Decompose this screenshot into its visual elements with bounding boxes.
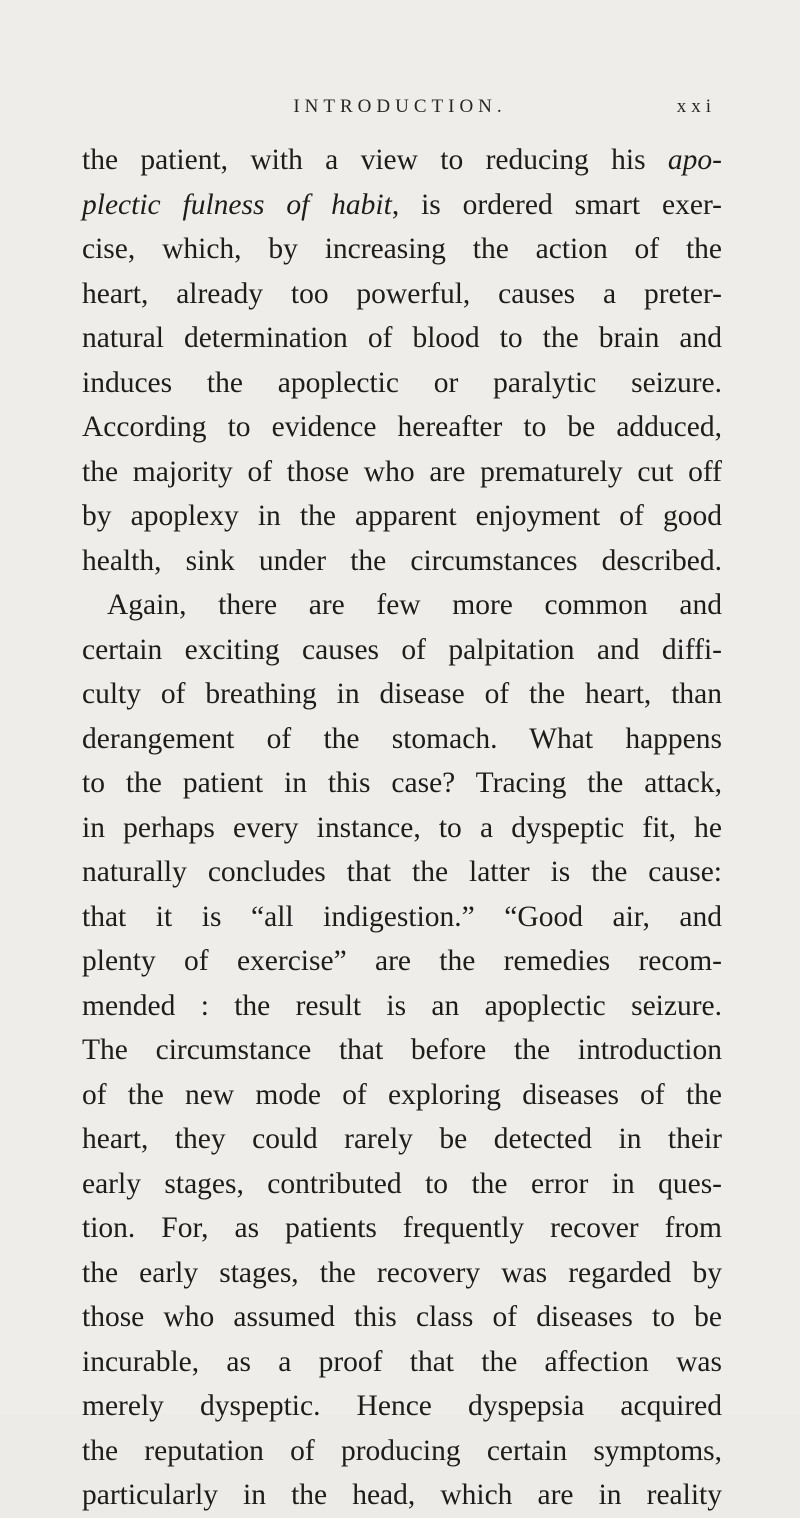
text-line: [82, 539, 722, 584]
text-line-content: by apoplexy in the apparent enjoyment of good: [82, 500, 722, 532]
text-line-content: natural determination of blood to the brain and: [82, 322, 722, 354]
text-line: [82, 939, 722, 984]
text-line: [82, 583, 722, 628]
text-line: [82, 628, 722, 673]
text-line: [82, 717, 722, 762]
running-head: [0, 96, 800, 126]
text-line: [82, 361, 722, 406]
text-line-content: in perhaps every instance, to a dyspeptic fit, he: [82, 811, 722, 844]
text-line-content: the majority of those who are prematurely cut off: [82, 455, 722, 488]
text-line: [82, 1473, 722, 1518]
text-line: [82, 672, 722, 717]
text-line-content: Again, there are few more common and: [107, 589, 722, 621]
running-head-title: INTRODUCTION.: [293, 96, 507, 117]
text-line-content: According to evidence hereafter to be adduced,: [82, 411, 722, 443]
text-line-content: heart, they could rarely be detected in their: [82, 1123, 722, 1155]
text-line-content: plenty of exercise” are the remedies recom-: [82, 945, 722, 977]
text-line: [82, 1429, 722, 1474]
text-line-content: tion. For, as patients frequently recover from: [82, 1212, 722, 1244]
text-line: [82, 405, 722, 450]
text-line-content: The circumstance that before the introduction: [82, 1034, 722, 1066]
text-line: [82, 1162, 722, 1207]
text-line: [82, 1340, 722, 1385]
text-line: [82, 1117, 722, 1162]
text-line-content: certain exciting causes of palpitation and diffi-: [82, 633, 722, 666]
text-line-content: health, sink under the circumstances described.: [82, 544, 722, 577]
text-line: [82, 1206, 722, 1251]
text-line: [82, 761, 722, 806]
text-line: [82, 1295, 722, 1340]
text-line-content: culty of breathing in disease of the heart, than: [82, 678, 722, 710]
text-line-content: induces the apoplectic or paralytic seizure.: [82, 366, 722, 399]
text-line: [82, 450, 722, 495]
text-line-content: derangement of the stomach. What happens: [82, 722, 722, 755]
text-line: [82, 1251, 722, 1296]
text-line-content: heart, already too powerful, causes a preter-: [82, 277, 722, 310]
text-line-content: merely dyspeptic. Hence dyspepsia acquired: [82, 1390, 722, 1422]
text-line-content: cise, which, by increasing the action of the: [82, 233, 722, 265]
text-line: [82, 227, 722, 272]
text-line-content: naturally concludes that the latter is the cause:: [82, 856, 722, 888]
text-line: [82, 1073, 722, 1118]
italic-phrase: plectic fulness of habit: [82, 188, 392, 221]
text-line-content: that it is “all indigestion.” “Good air, and: [82, 900, 722, 933]
text-line: [82, 272, 722, 317]
text-line-content: incurable, as a proof that the affection was: [82, 1345, 722, 1378]
text-line-continuation: , is ordered smart exer-: [391, 188, 723, 221]
text-line-content: those who assumed this class of diseases to be: [82, 1301, 722, 1333]
text-line-content: early stages, contributed to the error in ques-: [82, 1167, 722, 1200]
text-line: [82, 895, 722, 940]
text-line-content: the early stages, the recovery was regarded by: [82, 1256, 722, 1289]
text-line: [82, 494, 722, 539]
body-text: [82, 138, 722, 1518]
text-line: [82, 1384, 722, 1429]
text-line-content: the patient, with a view to reducing his: [82, 144, 668, 176]
text-line: [82, 138, 722, 183]
text-line: [82, 850, 722, 895]
text-line: [82, 183, 722, 228]
italic-phrase: apo-: [667, 144, 722, 176]
text-line-content: the reputation of producing certain symptoms,: [82, 1434, 722, 1467]
text-line: [82, 316, 722, 361]
text-line-content: of the new mode of exploring diseases of the: [82, 1078, 722, 1111]
text-line: [82, 984, 722, 1029]
text-line: [82, 806, 722, 851]
text-line-content: particularly in the head, which are in reality: [82, 1479, 722, 1511]
text-line-content: mended : the result is an apoplectic seizure.: [82, 989, 722, 1022]
text-line: [82, 1028, 722, 1073]
page-number: xxi: [676, 96, 716, 117]
text-line-content: to the patient in this case? Tracing the attack,: [82, 767, 722, 799]
